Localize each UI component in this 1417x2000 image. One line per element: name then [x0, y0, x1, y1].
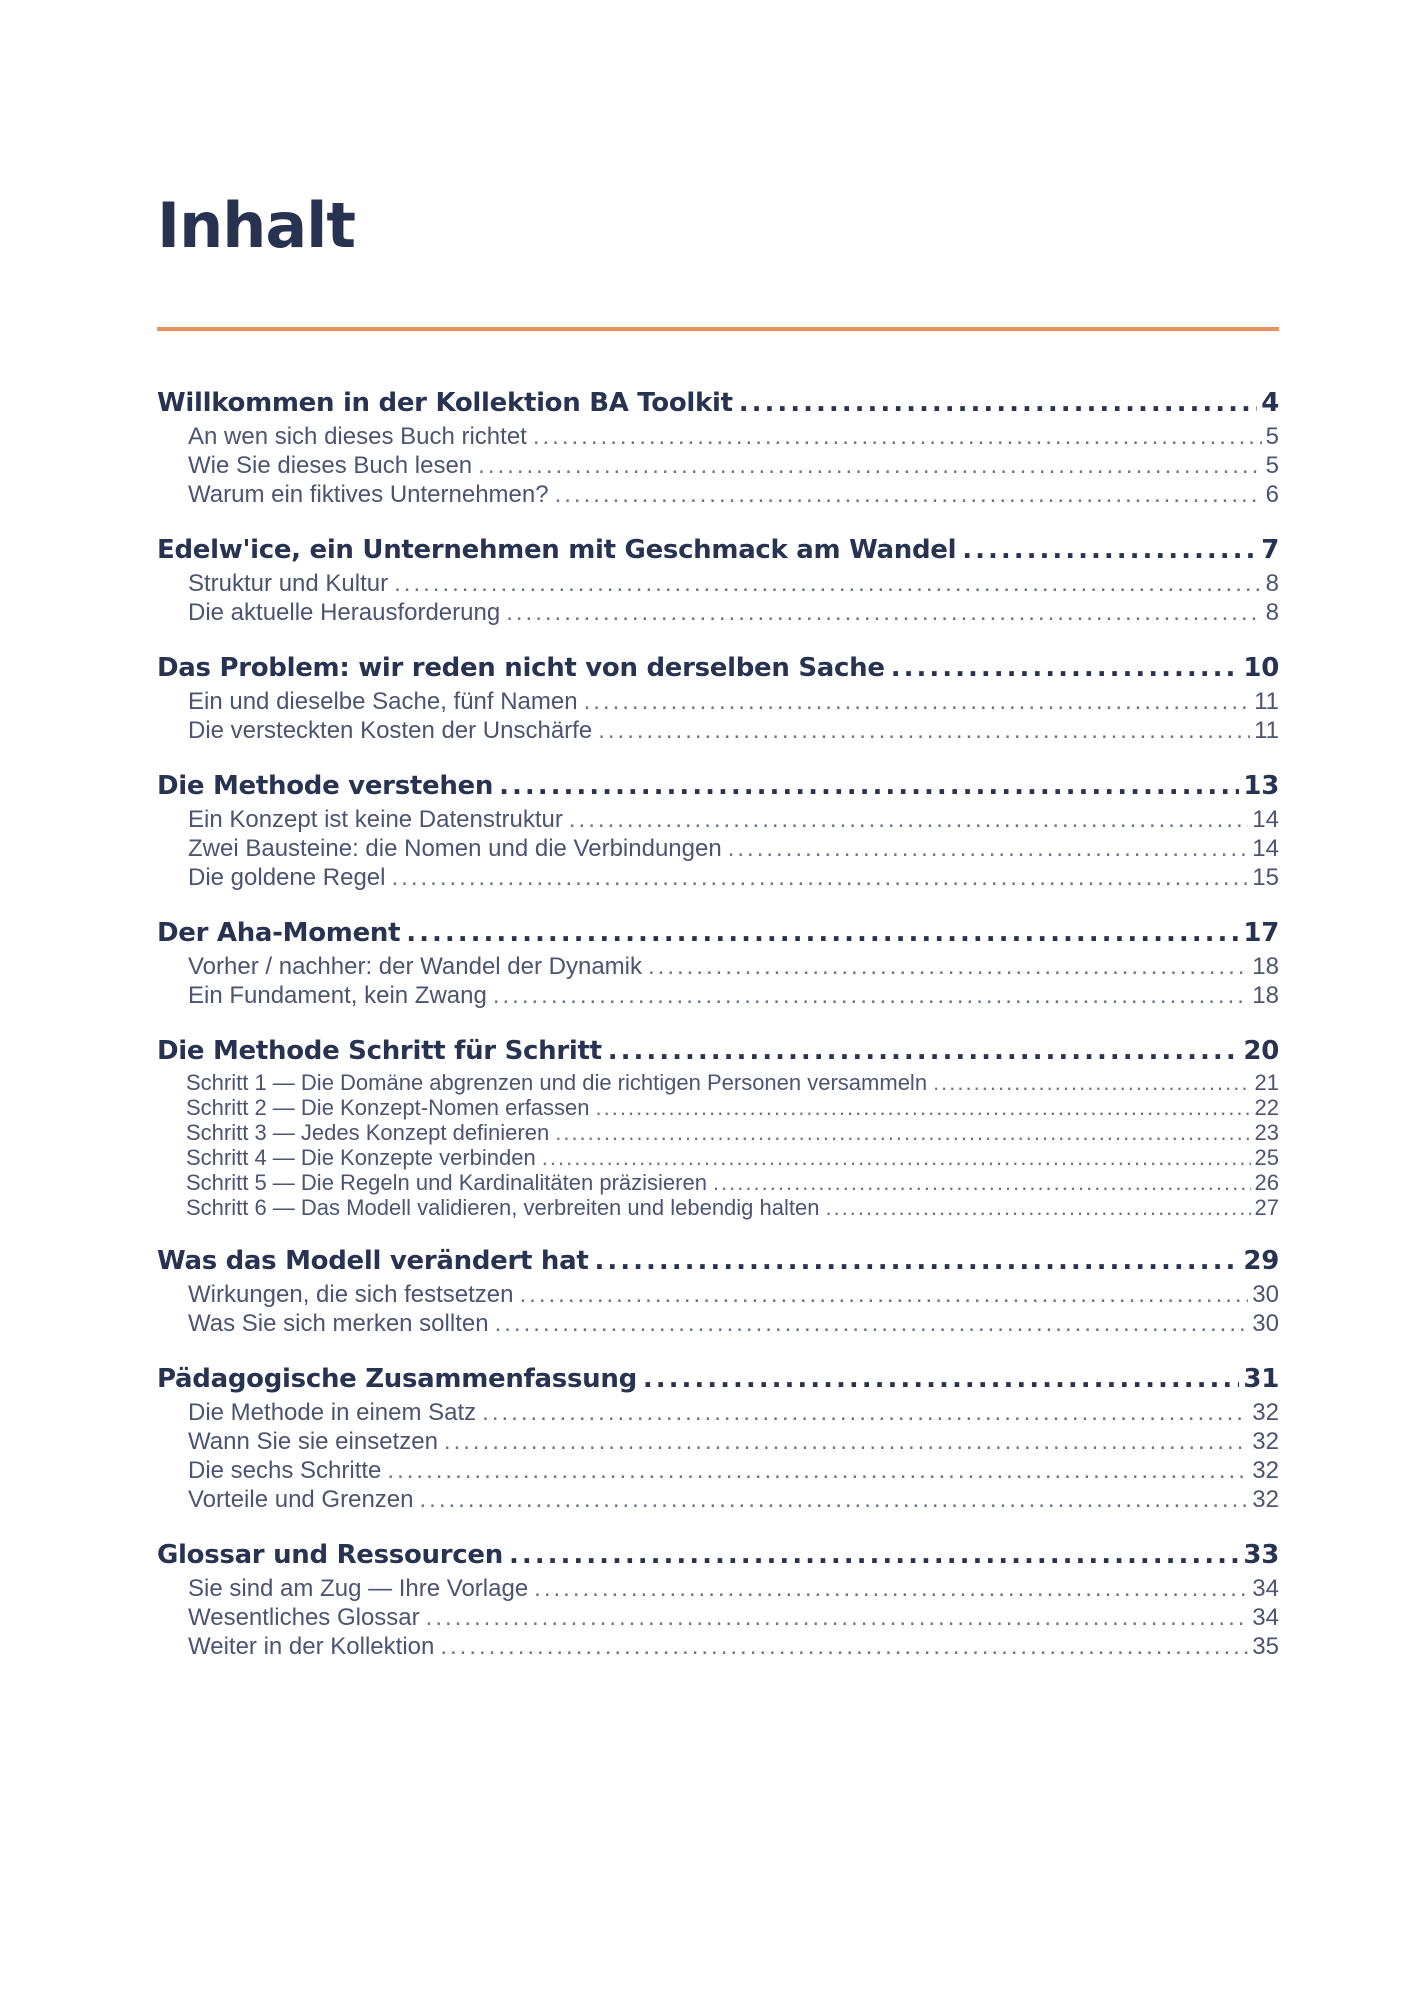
toc-chapter-page-number: 33	[1243, 1540, 1279, 1570]
dot-leader	[394, 569, 1262, 598]
toc-entry-title: Wesentliches Glossar	[188, 1604, 420, 1631]
toc-entry-title: Die versteckten Kosten der Unschärfe	[188, 717, 593, 744]
toc-entry[interactable]	[157, 480, 1279, 509]
dot-leader	[596, 1095, 1251, 1120]
toc-entry-title: Was Sie sich merken sollten	[188, 1310, 489, 1337]
dot-leader	[643, 1360, 1240, 1398]
toc-entry-page-number: 21	[1254, 1070, 1279, 1095]
dot-leader	[482, 1398, 1248, 1427]
toc-entry-page-number: 5	[1265, 452, 1279, 479]
dot-leader	[542, 1145, 1251, 1170]
toc-chapter-page-number: 29	[1243, 1246, 1279, 1276]
dot-leader	[728, 834, 1249, 863]
dot-leader	[584, 687, 1250, 716]
toc-entry[interactable]	[157, 687, 1279, 716]
dot-leader	[426, 1603, 1249, 1632]
dot-leader	[520, 1280, 1249, 1309]
toc-entry[interactable]	[157, 1095, 1279, 1120]
toc-entry[interactable]	[157, 1398, 1279, 1427]
toc-entry-page-number: 23	[1254, 1120, 1279, 1145]
toc-entry[interactable]	[157, 1309, 1279, 1338]
toc-entry-page-number: 30	[1252, 1281, 1279, 1308]
toc-entry-title: Die Methode in einem Satz	[188, 1399, 477, 1426]
toc-section	[157, 649, 1279, 745]
toc-chapter-title: Glossar und Ressourcen	[157, 1540, 503, 1570]
toc-chapter-page-number: 20	[1243, 1036, 1279, 1066]
title-divider	[157, 327, 1279, 331]
toc-entry[interactable]	[157, 1456, 1279, 1485]
toc-chapter[interactable]	[157, 531, 1279, 569]
toc-entry-page-number: 27	[1254, 1195, 1279, 1220]
toc-chapter-title: Der Aha-Moment	[157, 918, 401, 948]
dot-leader	[739, 384, 1257, 422]
toc-entry-page-number: 34	[1252, 1575, 1279, 1602]
toc-entry[interactable]	[157, 1574, 1279, 1603]
dot-leader	[534, 1574, 1248, 1603]
dot-leader	[962, 531, 1257, 569]
toc-entry-title: Die goldene Regel	[188, 864, 386, 891]
toc-entry-page-number: 5	[1265, 423, 1279, 450]
dot-leader	[419, 1485, 1248, 1514]
toc-entry-page-number: 32	[1252, 1399, 1279, 1426]
toc-entry-title: Zwei Bausteine: die Nomen und die Verbindungen	[188, 835, 722, 862]
table-of-contents	[157, 384, 1279, 1661]
toc-entry-title: Schritt 3 — Jedes Konzept definieren	[186, 1120, 550, 1145]
page-title: Inhalt	[157, 189, 356, 262]
toc-entry-page-number: 32	[1252, 1428, 1279, 1455]
dot-leader	[569, 805, 1248, 834]
toc-chapter-page-number: 7	[1261, 535, 1279, 565]
toc-entry[interactable]	[157, 1070, 1279, 1095]
toc-entry-title: Sie sind am Zug — Ihre Vorlage	[188, 1575, 529, 1602]
toc-entry[interactable]	[157, 834, 1279, 863]
toc-chapter[interactable]	[157, 1242, 1279, 1280]
toc-chapter[interactable]	[157, 914, 1279, 952]
toc-section	[157, 914, 1279, 1010]
dot-leader	[555, 480, 1262, 509]
toc-section	[157, 1032, 1279, 1220]
toc-entry[interactable]	[157, 1427, 1279, 1456]
dot-leader	[933, 1070, 1250, 1095]
dot-leader	[495, 1309, 1249, 1338]
toc-chapter-title: Edelw'ice, ein Unternehmen mit Geschmack am Wandel	[157, 535, 957, 565]
toc-entry-title: Ein und dieselbe Sache, fünf Namen	[188, 688, 578, 715]
toc-section	[157, 767, 1279, 892]
toc-entry-title: Struktur und Kultur	[188, 570, 389, 597]
toc-entry-page-number: 35	[1252, 1633, 1279, 1660]
toc-entry-page-number: 8	[1265, 570, 1279, 597]
dot-leader	[594, 1242, 1239, 1280]
toc-chapter-page-number: 31	[1243, 1364, 1279, 1394]
toc-section	[157, 1242, 1279, 1338]
dot-leader	[444, 1427, 1248, 1456]
toc-chapter-title: Was das Modell verändert hat	[157, 1246, 589, 1276]
toc-entry-title: Die sechs Schritte	[188, 1457, 382, 1484]
toc-entry-title: Schritt 1 — Die Domäne abgrenzen und die richtigen Personen versammeln	[186, 1070, 928, 1095]
dot-leader	[478, 451, 1261, 480]
toc-chapter[interactable]	[157, 767, 1279, 805]
toc-entry[interactable]	[157, 1632, 1279, 1661]
toc-entry[interactable]	[157, 805, 1279, 834]
toc-entry[interactable]	[157, 952, 1279, 981]
toc-entry-page-number: 8	[1265, 599, 1279, 626]
dot-leader	[406, 914, 1239, 952]
toc-section	[157, 1360, 1279, 1514]
toc-entry[interactable]	[157, 1603, 1279, 1632]
toc-entry-page-number: 11	[1254, 688, 1279, 715]
dot-leader	[555, 1120, 1250, 1145]
toc-entry-title: Ein Konzept ist keine Datenstruktur	[188, 806, 563, 833]
toc-entry[interactable]	[157, 1280, 1279, 1309]
dot-leader	[713, 1170, 1251, 1195]
toc-entry[interactable]	[157, 598, 1279, 627]
toc-entry-page-number: 32	[1252, 1457, 1279, 1484]
dot-leader	[891, 649, 1240, 687]
toc-entry-title: Schritt 2 — Die Konzept-Nomen erfassen	[186, 1095, 590, 1120]
toc-entry[interactable]	[157, 422, 1279, 451]
toc-entry-title: Ein Fundament, kein Zwang	[188, 982, 487, 1009]
toc-entry[interactable]	[157, 1120, 1279, 1145]
dot-leader	[387, 1456, 1248, 1485]
toc-entry-page-number: 18	[1252, 953, 1279, 980]
toc-entry[interactable]	[157, 716, 1279, 745]
toc-entry-page-number: 34	[1252, 1604, 1279, 1631]
dot-leader	[499, 767, 1239, 805]
toc-entry-title: Warum ein fiktives Unternehmen?	[188, 481, 549, 508]
toc-entry[interactable]	[157, 1485, 1279, 1514]
toc-entry-title: Weiter in der Kollektion	[188, 1633, 435, 1660]
dot-leader	[493, 981, 1248, 1010]
toc-entry-title: Vorher / nachher: der Wandel der Dynamik	[188, 953, 642, 980]
toc-chapter-title: Die Methode Schritt für Schritt	[157, 1036, 602, 1066]
toc-chapter-title: Willkommen in der Kollektion BA Toolkit	[157, 388, 733, 418]
toc-chapter[interactable]	[157, 1360, 1279, 1398]
toc-chapter[interactable]	[157, 1032, 1279, 1070]
toc-entry-title: An wen sich dieses Buch richtet	[188, 423, 527, 450]
toc-chapter-title: Das Problem: wir reden nicht von derselben Sache	[157, 653, 885, 683]
toc-chapter-page-number: 13	[1243, 771, 1279, 801]
toc-chapter[interactable]	[157, 1536, 1279, 1574]
toc-entry-title: Schritt 5 — Die Regeln und Kardinalitäten präzisieren	[186, 1170, 707, 1195]
toc-chapter-title: Die Methode verstehen	[157, 771, 494, 801]
toc-entry-page-number: 15	[1252, 864, 1279, 891]
dot-leader	[825, 1195, 1250, 1220]
toc-entry-page-number: 18	[1252, 982, 1279, 1009]
toc-entry[interactable]	[157, 1195, 1279, 1220]
toc-chapter-page-number: 10	[1243, 653, 1279, 683]
toc-chapter-page-number: 17	[1243, 918, 1279, 948]
dot-leader	[533, 422, 1262, 451]
dot-leader	[608, 1032, 1240, 1070]
dot-leader	[506, 598, 1261, 627]
toc-section	[157, 531, 1279, 627]
toc-entry[interactable]	[157, 451, 1279, 480]
toc-entry-title: Wann Sie sie einsetzen	[188, 1428, 438, 1455]
toc-entry[interactable]	[157, 863, 1279, 892]
toc-entry[interactable]	[157, 569, 1279, 598]
toc-chapter-title: Pädagogische Zusammenfassung	[157, 1364, 637, 1394]
toc-entry-page-number: 6	[1265, 481, 1279, 508]
dot-leader	[440, 1632, 1248, 1661]
toc-entry-title: Die aktuelle Herausforderung	[188, 599, 501, 626]
toc-entry-title: Wirkungen, die sich festsetzen	[188, 1281, 514, 1308]
toc-chapter[interactable]	[157, 384, 1279, 422]
toc-chapter[interactable]	[157, 649, 1279, 687]
toc-entry[interactable]	[157, 1145, 1279, 1170]
dot-leader	[509, 1536, 1239, 1574]
toc-chapter-page-number: 4	[1261, 388, 1279, 418]
toc-section	[157, 1536, 1279, 1661]
toc-entry-title: Schritt 6 — Das Modell validieren, verbreiten und lebendig halten	[186, 1195, 820, 1220]
toc-entry-title: Wie Sie dieses Buch lesen	[188, 452, 473, 479]
toc-entry-page-number: 14	[1252, 806, 1279, 833]
dot-leader	[391, 863, 1248, 892]
toc-entry-page-number: 22	[1254, 1095, 1279, 1120]
toc-entry-page-number: 25	[1254, 1145, 1279, 1170]
dot-leader	[648, 952, 1248, 981]
toc-entry-page-number: 11	[1254, 717, 1279, 744]
toc-entry[interactable]	[157, 1170, 1279, 1195]
toc-entry-page-number: 14	[1252, 835, 1279, 862]
toc-section	[157, 384, 1279, 509]
dot-leader	[598, 716, 1250, 745]
toc-entry-page-number: 30	[1252, 1310, 1279, 1337]
toc-entry-title: Vorteile und Grenzen	[188, 1486, 414, 1513]
toc-entry-page-number: 32	[1252, 1486, 1279, 1513]
toc-entry-title: Schritt 4 — Die Konzepte verbinden	[186, 1145, 536, 1170]
toc-entry-page-number: 26	[1254, 1170, 1279, 1195]
toc-entry[interactable]	[157, 981, 1279, 1010]
